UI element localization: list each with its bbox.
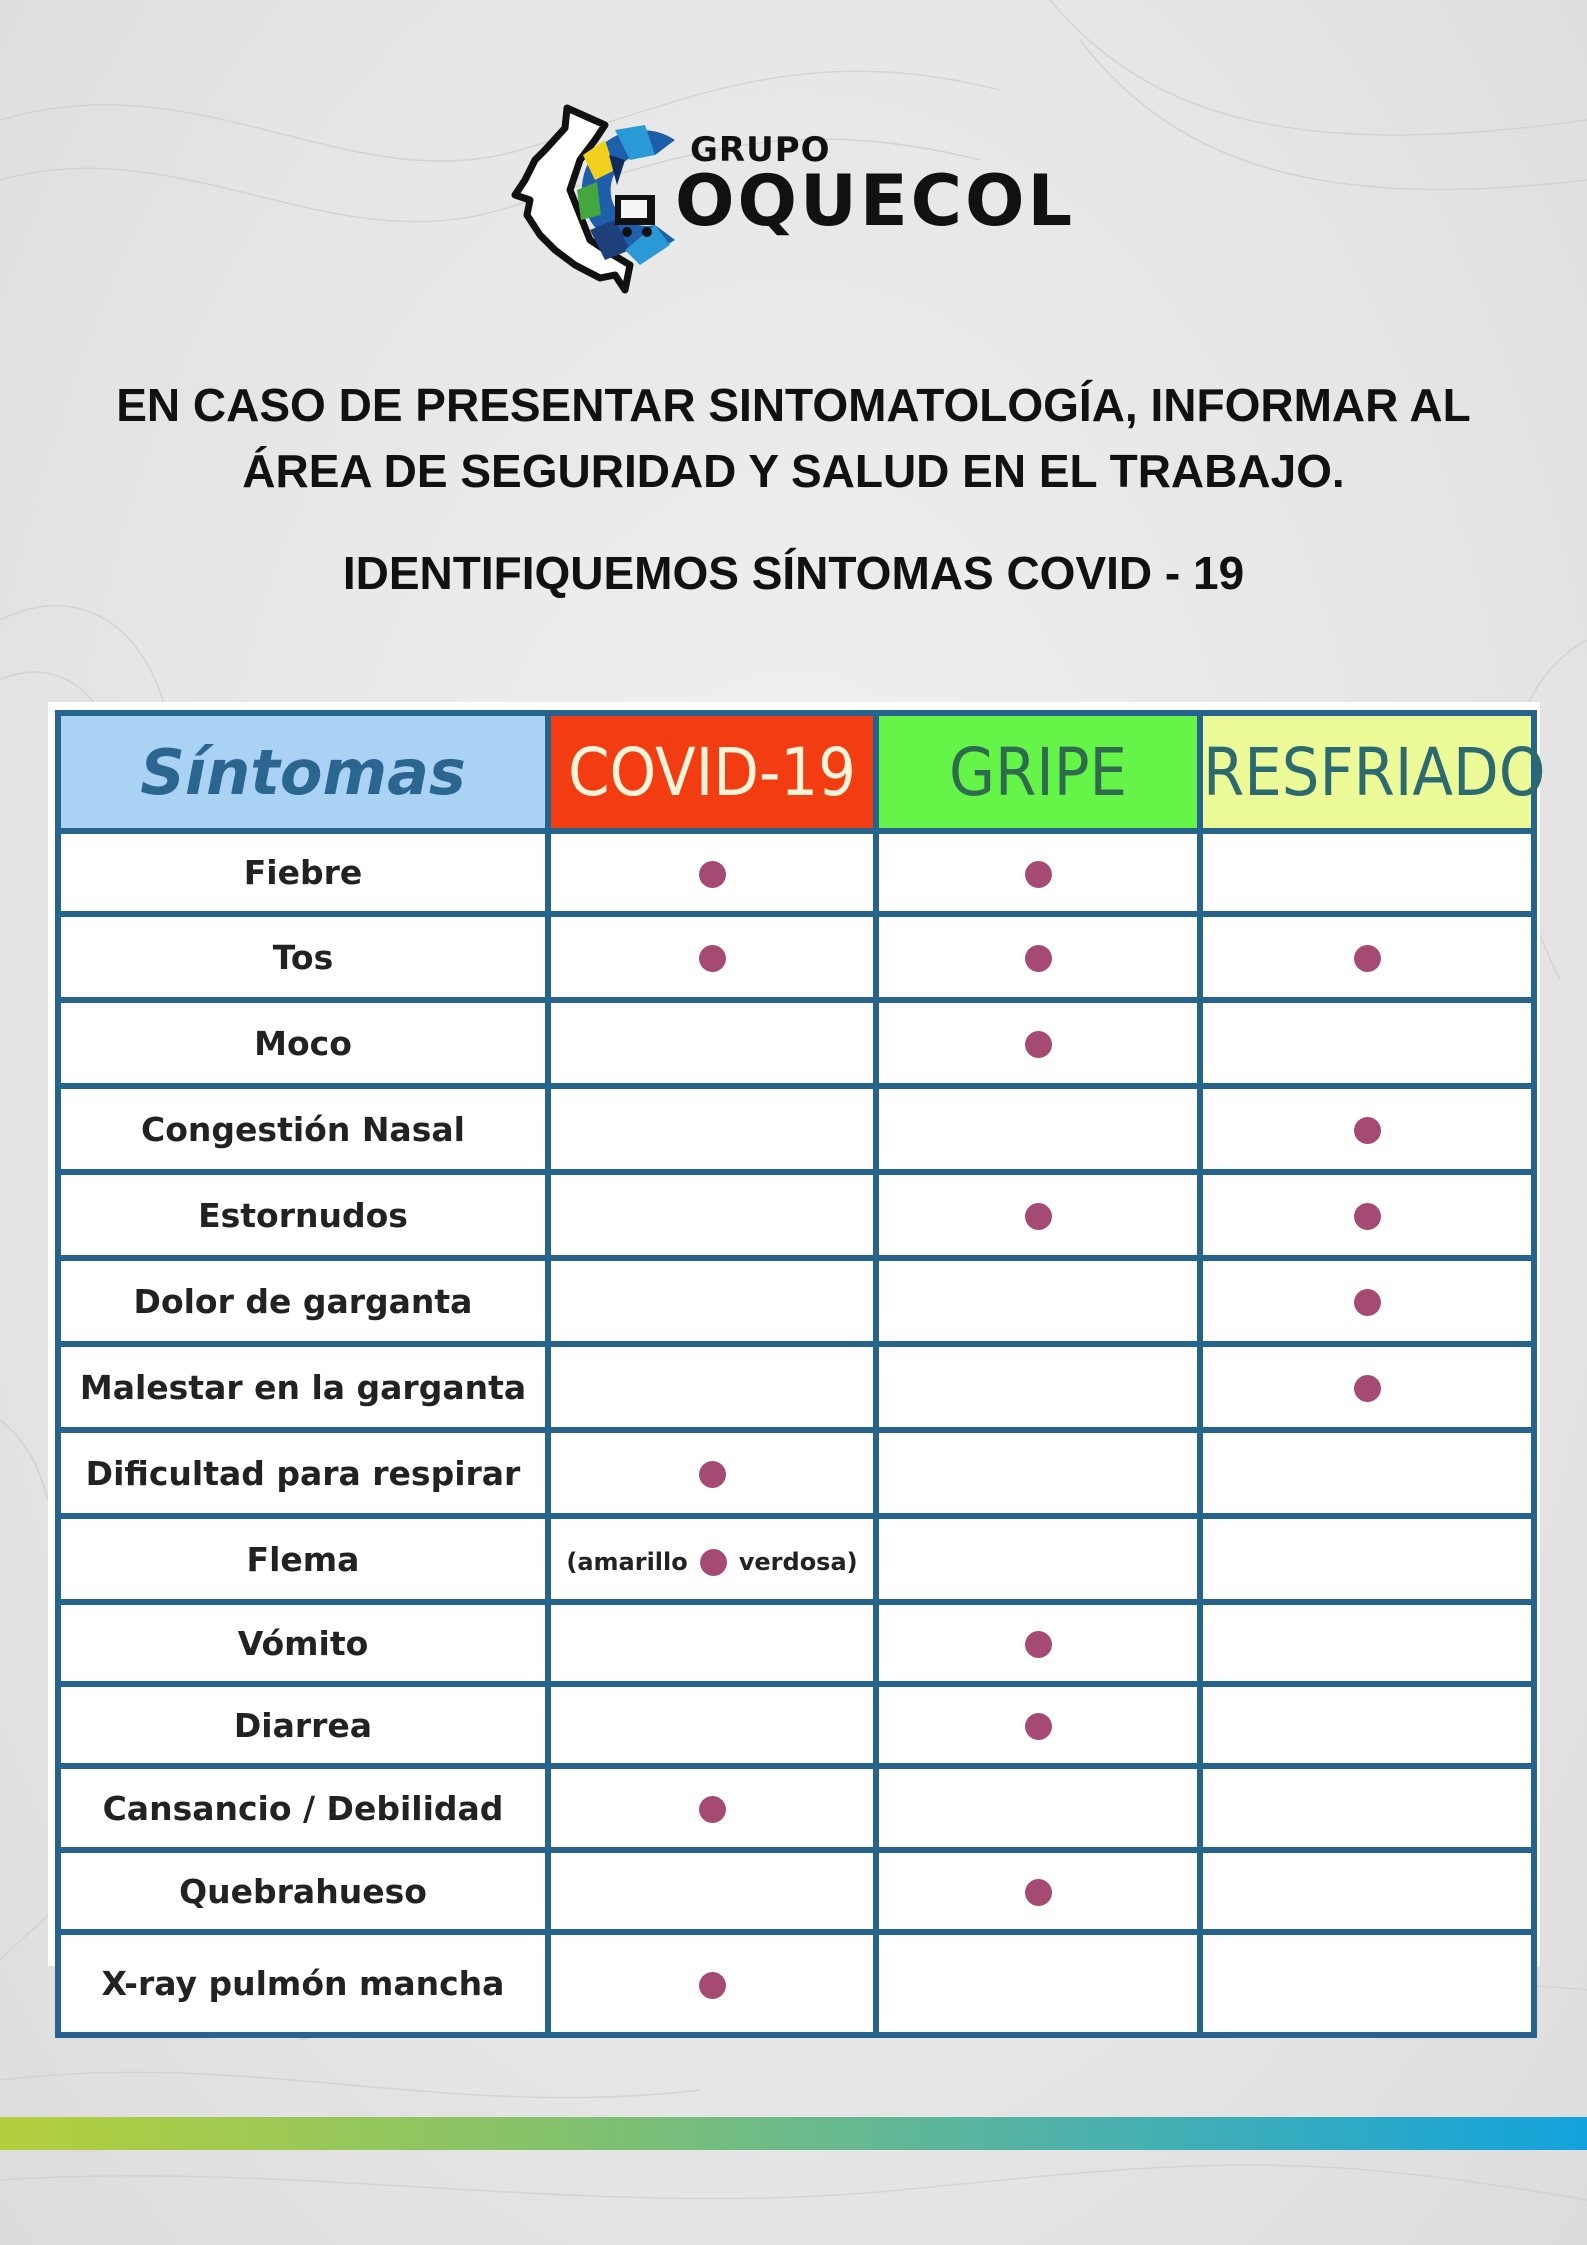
symptoms-table-container: [48, 702, 1546, 2003]
logo-text-oquecol: OQUECOL: [675, 160, 1076, 242]
cell-gripe: [876, 831, 1200, 914]
cell-resfriado: [1200, 1430, 1534, 1516]
header-gripe: GRIPE: [876, 713, 1200, 831]
table-row: [58, 1430, 1534, 1516]
symptom-label: X-ray pulmón mancha: [58, 1932, 548, 2035]
symptom-label: Dolor de garganta: [58, 1258, 548, 1344]
symptom-dot: [1025, 1713, 1052, 1740]
table-row: [58, 1258, 1534, 1344]
cell-gripe: [876, 1850, 1200, 1932]
symptom-label: Vómito: [58, 1602, 548, 1684]
flema-note-before: (amarillo: [566, 1547, 688, 1576]
cell-covid: [548, 1086, 876, 1172]
table-header-row: [58, 713, 1534, 831]
table-row: [58, 1602, 1534, 1684]
cell-covid: [548, 1516, 876, 1602]
symptom-dot: [1025, 1031, 1052, 1058]
cell-resfriado: [1200, 1516, 1534, 1602]
cell-resfriado: [1200, 1258, 1534, 1344]
cell-covid: [548, 1766, 876, 1850]
cell-resfriado: [1200, 1086, 1534, 1172]
cell-covid: [548, 831, 876, 914]
cell-gripe: [876, 1000, 1200, 1086]
symptom-dot: [1354, 1117, 1381, 1144]
table-row: [58, 914, 1534, 1000]
headline-line-1: EN CASO DE PRESENTAR SINTOMATOLOGÍA, INFORMAR AL: [116, 379, 1471, 431]
symptom-label: Congestión Nasal: [58, 1086, 548, 1172]
cell-covid: [548, 1850, 876, 1932]
symptom-dot: [699, 861, 726, 888]
cell-gripe: [876, 914, 1200, 1000]
symptom-label: Flema: [58, 1516, 548, 1602]
symptoms-table: [55, 710, 1546, 2038]
symptom-label: Dificultad para respirar: [58, 1430, 548, 1516]
table-row: [58, 1684, 1534, 1766]
cell-resfriado: [1200, 831, 1534, 914]
cell-resfriado: [1200, 1000, 1534, 1086]
table-row: [58, 1000, 1534, 1086]
symptom-label: Estornudos: [58, 1172, 548, 1258]
symptom-dot: [1354, 945, 1381, 972]
cell-covid: [548, 1932, 876, 2035]
symptom-dot: [699, 945, 726, 972]
header-resfriado: RESFRIADO: [1200, 713, 1534, 831]
cell-gripe: [876, 1258, 1200, 1344]
symptom-dot: [1025, 1631, 1052, 1658]
cell-gripe: [876, 1516, 1200, 1602]
cell-covid: [548, 1430, 876, 1516]
symptom-label: Moco: [58, 1000, 548, 1086]
headline: [40, 372, 1547, 504]
colombia-map-icon: [505, 100, 685, 300]
symptom-dot: [1025, 945, 1052, 972]
table-row: [58, 1932, 1534, 2035]
symptom-dot: [699, 1461, 726, 1488]
symptom-label: Tos: [58, 914, 548, 1000]
cell-covid: [548, 1344, 876, 1430]
headline-line-2: ÁREA DE SEGURIDAD Y SALUD EN EL TRABAJO.: [242, 445, 1345, 497]
cell-gripe: [876, 1086, 1200, 1172]
header-sintomas: Síntomas: [58, 713, 548, 831]
symptom-dot: [1354, 1289, 1381, 1316]
cell-gripe: [876, 1766, 1200, 1850]
table-body: [58, 831, 1534, 2035]
table-row: [58, 1344, 1534, 1430]
cell-gripe: [876, 1684, 1200, 1766]
symptom-dot: [1025, 1203, 1052, 1230]
subheading: IDENTIFIQUEMOS SÍNTOMAS COVID - 19: [342, 547, 1245, 599]
cell-resfriado: [1200, 1766, 1534, 1850]
symptom-label: Quebrahueso: [58, 1850, 548, 1932]
symptom-dot: [1025, 861, 1052, 888]
cell-gripe: [876, 1932, 1200, 2035]
symptom-label: Cansancio / Debilidad: [58, 1766, 548, 1850]
table-row: [58, 1850, 1534, 1932]
cell-resfriado: [1200, 1850, 1534, 1932]
table-row: [58, 1516, 1534, 1602]
cell-gripe: [876, 1172, 1200, 1258]
table-row: [58, 1766, 1534, 1850]
symptom-dot: [699, 1972, 726, 1999]
logo-text-grupo: GRUPO: [690, 130, 831, 170]
cell-resfriado: [1200, 1932, 1534, 2035]
table-row: [58, 831, 1534, 914]
symptom-label: Diarrea: [58, 1684, 548, 1766]
table-row: [58, 1172, 1534, 1258]
cell-covid: [548, 1602, 876, 1684]
cell-gripe: [876, 1344, 1200, 1430]
cell-resfriado: [1200, 914, 1534, 1000]
cell-gripe: [876, 1602, 1200, 1684]
symptom-dot: [1354, 1375, 1381, 1402]
symptom-dot: [699, 1796, 726, 1823]
cell-covid: [548, 1000, 876, 1086]
cell-resfriado: [1200, 1172, 1534, 1258]
cell-covid: [548, 1258, 876, 1344]
cell-covid: [548, 914, 876, 1000]
bottom-gradient-bar: [0, 2117, 1587, 2150]
symptom-dot: [1354, 1203, 1381, 1230]
cell-gripe: [876, 1430, 1200, 1516]
header-covid-19: COVID-19: [548, 713, 876, 831]
flema-note-after: verdosa): [738, 1547, 858, 1576]
cell-resfriado: [1200, 1684, 1534, 1766]
cell-covid: [548, 1172, 876, 1258]
symptom-label: Fiebre: [58, 831, 548, 914]
cell-resfriado: [1200, 1602, 1534, 1684]
cell-resfriado: [1200, 1344, 1534, 1430]
company-logo: [505, 100, 1076, 300]
cell-covid: [548, 1684, 876, 1766]
symptom-dot: [1025, 1879, 1052, 1906]
flema-note: [566, 1548, 857, 1576]
symptom-label: Malestar en la garganta: [58, 1344, 548, 1430]
table-row: [58, 1086, 1534, 1172]
symptom-dot: [700, 1549, 727, 1576]
